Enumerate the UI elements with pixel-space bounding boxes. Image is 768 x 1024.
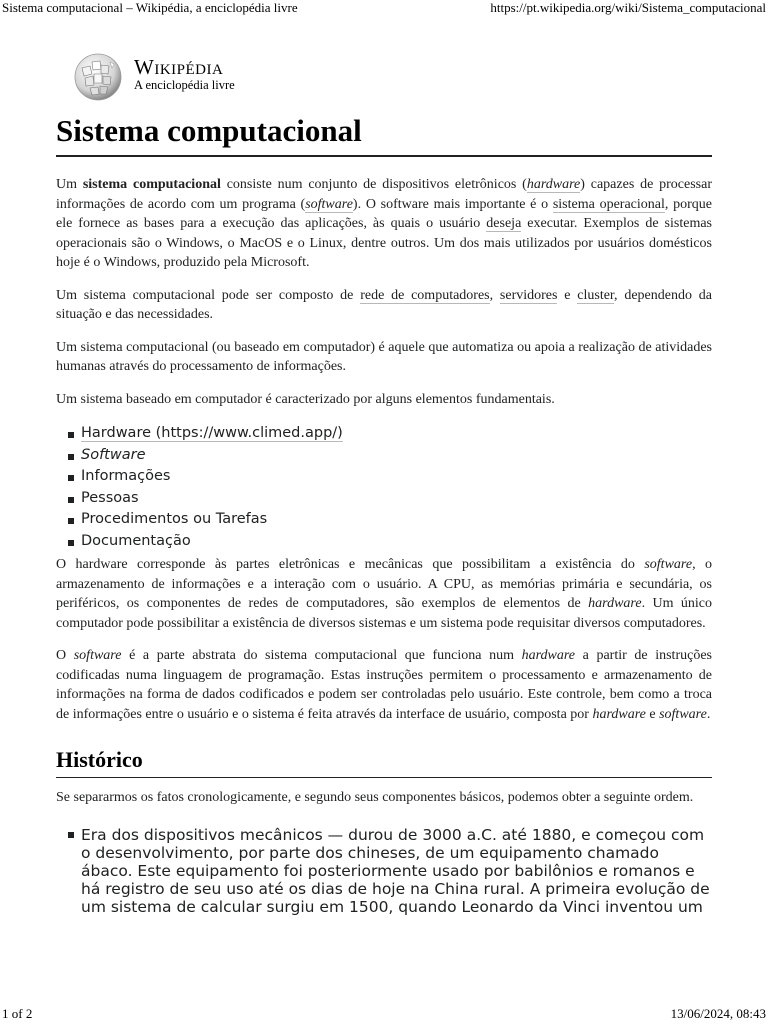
link-servidores[interactable]: servidores bbox=[499, 287, 558, 303]
link-rede-de-computadores[interactable]: rede de computadores bbox=[360, 287, 490, 303]
historico-intro-paragraph: Se separarmos os fatos cronologicamente, e segundo seus componentes básicos, podemos obter a seguinte ordem. bbox=[56, 790, 694, 805]
print-header-title: Sistema computacional – Wikipédia, a enciclopédia livre bbox=[2, 0, 298, 15]
elements-intro-paragraph: Um sistema baseado em computador é caracterizado por alguns elementos fundamentais. bbox=[56, 391, 555, 407]
wikipedia-wordmark: Wikipédia bbox=[134, 55, 224, 79]
list-item bbox=[81, 423, 712, 445]
page-number: 1 of 2 bbox=[2, 1006, 33, 1021]
list-item: Pessoas bbox=[81, 488, 712, 510]
page-title: Sistema computacional bbox=[56, 110, 712, 157]
article-subject-bold: sistema computacional bbox=[82, 177, 221, 192]
link-sistema-operacional[interactable]: sistema operacional bbox=[552, 196, 665, 212]
wikipedia-tagline: A enciclopédia livre bbox=[134, 78, 235, 92]
composition-paragraph: Um sistema computacional pode ser composto de rede de computadores, servidores e cluster, dependendo da situação e das necessidades. bbox=[56, 287, 712, 322]
list-item: Documentação bbox=[81, 531, 712, 553]
article-content bbox=[56, 110, 712, 916]
link-hardware[interactable]: hardware bbox=[526, 177, 581, 192]
elements-list bbox=[56, 423, 712, 552]
list-item: Era dos dispositivos mecânicos — durou de 3000 a.C. até 1880, e começou com o desenvolvimento, por parte dos chineses, de um equipamento chamado ábaco. Este equipamento foi posteriormente usado por babilônios e romanos e há registro de seu uso até os dias de hoje na China rural. A primeira evolução de um sistema de calcular surgiu em 1500, quando Leonardo da Vinci inventou um bbox=[81, 826, 712, 916]
section-heading-historico: Histórico bbox=[56, 746, 712, 778]
software-paragraph: O software é a parte abstrata do sistema computacional que funciona num hardware a partir de instruções codificadas numa linguagem de programação. Estas instruções permitem o processamento e armazenamento de informações na forma de dados codificados e podem ser controladas pelo usuário. Este controle, bem como a troca de informações entre o usuário e o sistema é feita através da interface de usuário, composta por hardware e software. bbox=[56, 648, 712, 722]
link-hardware-climed[interactable]: Hardware (https://www.climed.app/) bbox=[81, 425, 343, 441]
print-datetime: 13/06/2024, 08:43 bbox=[670, 1006, 766, 1021]
print-footer bbox=[0, 1006, 768, 1024]
list-item: Informações bbox=[81, 466, 712, 488]
list-item: Procedimentos ou Tarefas bbox=[81, 509, 712, 531]
link-deseja[interactable]: deseja bbox=[486, 216, 522, 231]
print-header-url: https://pt.wikipedia.org/wiki/Sistema_computacional bbox=[490, 0, 766, 15]
historico-list bbox=[56, 826, 712, 916]
list-item: Software bbox=[81, 445, 712, 467]
intro-paragraph: Um sistema computacional consiste num conjunto de dispositivos eletrônicos (hardware) capazes de processar informações de acordo com um programa (software). O software mais importante é o sistema operacional, porque ele fornece as bases para a execução das aplicações, às quais o usuário deseja executar. Exemplos de sistemas operacionais são o Windows, o MacOS e o Linux, dentre outros. Um dos mais utilizados por usuários domésticos hoje é o Windows, produzido pela Microsoft. bbox=[56, 177, 712, 270]
definition-paragraph: Um sistema computacional (ou baseado em computador) é aquele que automatiza ou apoia a realização de atividades humanas através do processamento de informações. bbox=[56, 339, 712, 374]
link-software[interactable]: software bbox=[305, 196, 353, 212]
link-cluster[interactable]: cluster bbox=[577, 287, 615, 303]
print-header bbox=[0, 0, 768, 18]
wikipedia-logo[interactable] bbox=[72, 50, 272, 100]
wikipedia-globe-icon bbox=[72, 52, 124, 102]
hardware-paragraph: O hardware corresponde às partes eletrônicas e mecânicas que possibilitam a existência do software, o armazenamento de informações e a interação com o usuário. A CPU, as memórias primária e secundária, os periféricos, os componentes de redes de computadores, são exemplos de elementos de hardware. Um único computador pode possibilitar a existência de diversos sistemas e um sistema pode requisitar diversos computadores. bbox=[56, 557, 712, 631]
